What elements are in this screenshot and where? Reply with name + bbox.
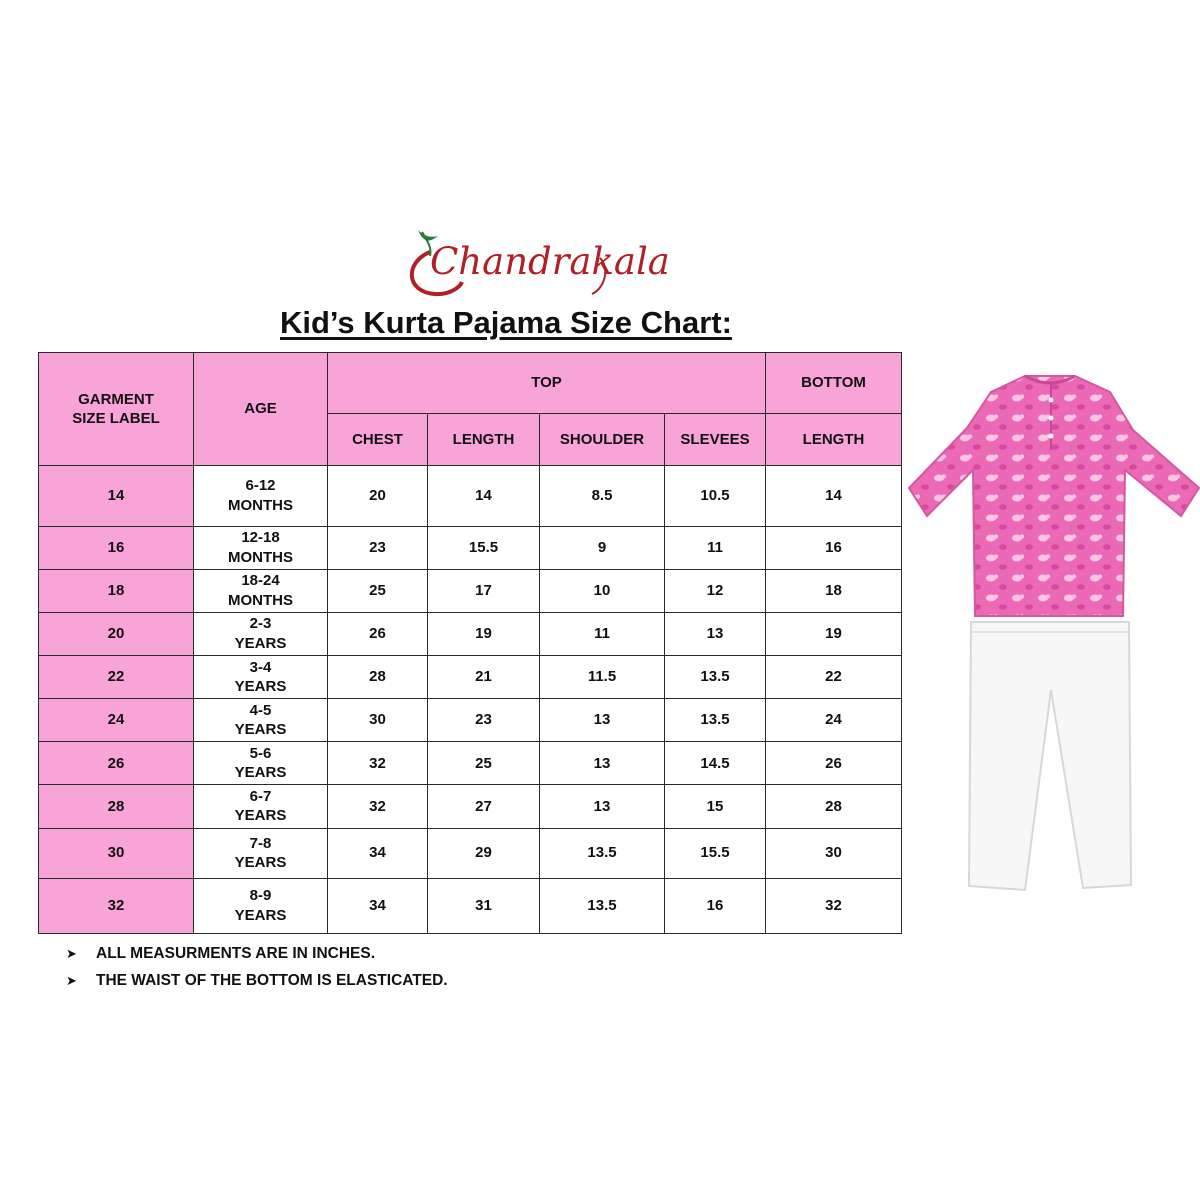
cell-age [194, 612, 328, 655]
cell-age [194, 569, 328, 612]
note-item [66, 940, 448, 967]
age-range: 7-8 [249, 834, 272, 852]
cell-slevees: 13.5 [665, 656, 766, 699]
cell-size: 24 [39, 699, 194, 742]
age-range: 5-6 [249, 744, 272, 762]
cell-bottom-length: 26 [766, 742, 902, 785]
header-age: AGE [194, 353, 328, 466]
cell-chest: 30 [328, 699, 428, 742]
cell-shoulder: 13.5 [540, 878, 665, 933]
cell-slevees: 10.5 [665, 466, 766, 526]
cell-bottom-length: 16 [766, 526, 902, 569]
header-top-length: LENGTH [428, 414, 540, 466]
note-item [66, 967, 448, 994]
age-unit: YEARS [234, 807, 287, 825]
cell-size: 16 [39, 526, 194, 569]
cell-slevees: 15.5 [665, 828, 766, 878]
age-unit: YEARS [234, 764, 287, 782]
table-row [39, 656, 902, 699]
cell-age [194, 466, 328, 526]
cell-bottom-length: 19 [766, 612, 902, 655]
age-range: 6-7 [249, 787, 272, 805]
header-top: TOP [328, 353, 766, 414]
arrow-bullet-icon: ➤ [66, 946, 77, 961]
cell-chest: 26 [328, 612, 428, 655]
cell-length: 31 [428, 878, 540, 933]
cell-shoulder: 13 [540, 742, 665, 785]
cell-chest: 34 [328, 878, 428, 933]
age-range: 3-4 [249, 658, 272, 676]
cell-chest: 28 [328, 656, 428, 699]
cell-size: 18 [39, 569, 194, 612]
age-unit: MONTHS [228, 496, 293, 514]
cell-size: 28 [39, 785, 194, 828]
cell-chest: 34 [328, 828, 428, 878]
age-range: 4-5 [249, 701, 272, 719]
pajama [969, 622, 1131, 890]
cell-chest: 32 [328, 742, 428, 785]
cell-length: 25 [428, 742, 540, 785]
cell-bottom-length: 32 [766, 878, 902, 933]
cell-chest: 23 [328, 526, 428, 569]
header-bottom-length: LENGTH [766, 414, 902, 466]
cell-length: 23 [428, 699, 540, 742]
age-range: 2-3 [249, 615, 272, 633]
age-unit: YEARS [234, 721, 287, 739]
cell-size: 30 [39, 828, 194, 878]
cell-length: 27 [428, 785, 540, 828]
table-row [39, 699, 902, 742]
age-range: 6-12 [245, 477, 276, 495]
note-text: THE WAIST OF THE BOTTOM IS ELASTICATED. [96, 972, 448, 989]
header-garment-line2: SIZE LABEL [72, 410, 160, 428]
brand-logo-text: Chandrakala [430, 240, 670, 283]
cell-chest: 20 [328, 466, 428, 526]
cell-shoulder: 11 [540, 612, 665, 655]
cell-length: 14 [428, 466, 540, 526]
age-unit: YEARS [234, 906, 287, 924]
cell-length: 29 [428, 828, 540, 878]
cell-age [194, 526, 328, 569]
cell-slevees: 11 [665, 526, 766, 569]
age-unit: YEARS [234, 678, 287, 696]
header-chest: CHEST [328, 414, 428, 466]
cell-bottom-length: 30 [766, 828, 902, 878]
cell-bottom-length: 24 [766, 699, 902, 742]
table-row [39, 878, 902, 933]
age-unit: YEARS [234, 854, 287, 872]
cell-length: 17 [428, 569, 540, 612]
cell-size: 14 [39, 466, 194, 526]
header-slevees: SLEVEES [665, 414, 766, 466]
cell-chest: 32 [328, 785, 428, 828]
age-range: 18-24 [241, 572, 280, 590]
cell-chest: 25 [328, 569, 428, 612]
table-row [39, 466, 902, 526]
cell-slevees: 13.5 [665, 699, 766, 742]
table-row [39, 612, 902, 655]
notes-list [66, 940, 448, 994]
cell-shoulder: 13 [540, 785, 665, 828]
cell-size: 22 [39, 656, 194, 699]
cell-shoulder: 9 [540, 526, 665, 569]
kurta [909, 376, 1199, 616]
cell-size: 32 [39, 878, 194, 933]
cell-bottom-length: 28 [766, 785, 902, 828]
cell-slevees: 14.5 [665, 742, 766, 785]
cell-length: 19 [428, 612, 540, 655]
cell-length: 21 [428, 656, 540, 699]
age-unit: YEARS [234, 634, 287, 652]
age-unit: MONTHS [228, 548, 293, 566]
kurta-pajama-image [905, 370, 1200, 895]
header-bottom: BOTTOM [766, 353, 902, 414]
cell-slevees: 13 [665, 612, 766, 655]
table-row [39, 742, 902, 785]
cell-shoulder: 13.5 [540, 828, 665, 878]
table-row [39, 526, 902, 569]
logo-leaf [418, 230, 438, 241]
cell-age [194, 785, 328, 828]
arrow-bullet-icon: ➤ [66, 973, 77, 988]
cell-shoulder: 11.5 [540, 656, 665, 699]
page-title: Kid’s Kurta Pajama Size Chart: [280, 305, 732, 340]
cell-size: 26 [39, 742, 194, 785]
cell-length: 15.5 [428, 526, 540, 569]
age-range: 8-9 [249, 887, 272, 905]
header-shoulder: SHOULDER [540, 414, 665, 466]
cell-age [194, 878, 328, 933]
header-garment-line1: GARMENT [78, 390, 154, 408]
cell-bottom-length: 14 [766, 466, 902, 526]
cell-age [194, 742, 328, 785]
cell-shoulder: 8.5 [540, 466, 665, 526]
cell-slevees: 15 [665, 785, 766, 828]
cell-size: 20 [39, 612, 194, 655]
table-row [39, 785, 902, 828]
cell-age [194, 828, 328, 878]
age-range: 12-18 [241, 529, 280, 547]
header-garment-size-label [39, 353, 194, 466]
table-row [39, 569, 902, 612]
cell-slevees: 12 [665, 569, 766, 612]
cell-bottom-length: 22 [766, 656, 902, 699]
cell-shoulder: 10 [540, 569, 665, 612]
cell-age [194, 656, 328, 699]
cell-bottom-length: 18 [766, 569, 902, 612]
cell-shoulder: 13 [540, 699, 665, 742]
note-text: ALL MEASURMENTS ARE IN INCHES. [96, 945, 376, 962]
table-row [39, 828, 902, 878]
cell-slevees: 16 [665, 878, 766, 933]
age-unit: MONTHS [228, 591, 293, 609]
size-chart-table [38, 352, 902, 934]
cell-age [194, 699, 328, 742]
